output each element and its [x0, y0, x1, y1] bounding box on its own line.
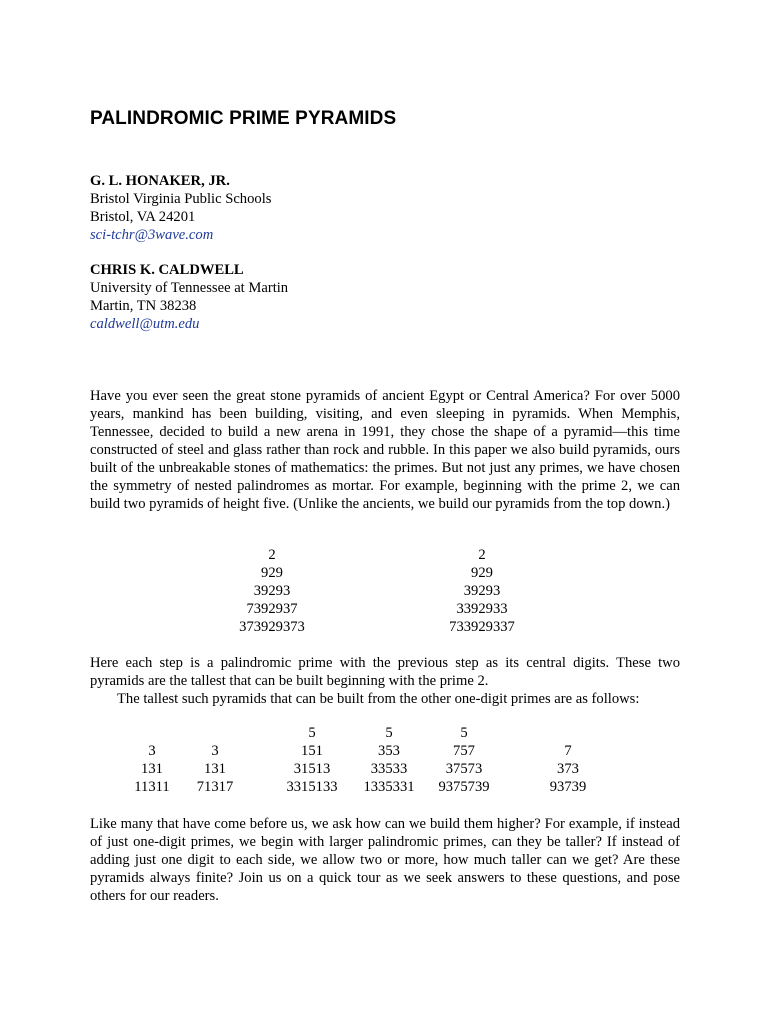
table-cell: 11311 [134, 779, 170, 795]
table-cell: 33533 [370, 761, 408, 777]
table-cell: 71317 [196, 779, 234, 795]
table-cell: 1335331 [363, 779, 415, 795]
paragraph-questions: Like many that have come before us, we ask how can we build them higher? For example, if instead of just one-digit primes, we begin with larger palindromic primes, can they be taller? If instead of adding just one digit to each side, we allow two or more, how much taller can we get? Are these pyramids always finite? Join us on a quick tour as we seek answers to these questions, and pose others for our readers. [90, 816, 680, 904]
pyramid-step: 39293 [463, 583, 501, 599]
paragraph-step-description: Here each step is a palindromic prime with the previous step as its central digits. These two pyramids are the tallest that can be built beginning with the prime 2. [90, 655, 680, 689]
pyramid-step: 7392937 [246, 601, 298, 617]
table-cell: 7 [564, 743, 572, 759]
table-cell: 151 [301, 743, 323, 759]
document-page [90, 0, 680, 1024]
table-cell: 93739 [549, 779, 587, 795]
paper-title: PALINDROMIC PRIME PYRAMIDS [90, 108, 397, 129]
pyramid-step: 3392933 [456, 601, 508, 617]
paragraph-intro: Have you ever seen the great stone pyramids of ancient Egypt or Central America? For over 5000 years, mankind has been building, visiting, and even sleeping in pyramids. When Memphis, Tennessee, decided to build a new arena in 1991, they chose the shape of a pyramid—this time constructed of steel and glass rather than rock and rubble. In this paper we also build pyramids, ours built of the unbreakable stones of mathematics: the primes. But not just any primes, we have chosen the symmetry of nested palindromes as mortar. For example, beginning with the prime 2, we can build two pyramids of height five. (Unlike the ancients, we build our pyramids from the top down.) [90, 388, 680, 512]
paragraph-other-primes: The tallest such pyramids that can be built from the other one-digit primes are as follows: [117, 691, 640, 707]
table-cell: 9375739 [438, 779, 490, 795]
table-cell: 3 [211, 743, 219, 759]
table-cell: 5 [385, 725, 393, 741]
table-cell: 131 [204, 761, 226, 777]
author-affiliation: University of Tennessee at Martin [90, 280, 289, 296]
table-cell: 31513 [293, 761, 331, 777]
table-cell: 5 [308, 725, 316, 741]
author-block-caldwell [90, 261, 490, 333]
pyramid-right [422, 546, 542, 636]
table-cell: 353 [378, 743, 400, 759]
author-email[interactable]: sci-tchr@3wave.com [90, 227, 214, 243]
table-cell: 3315133 [286, 779, 338, 795]
pyramid-step: 2 [268, 547, 276, 563]
author-address: Martin, TN 38238 [90, 298, 197, 314]
pyramid-step: 2 [478, 547, 486, 563]
table-cell: 37573 [445, 761, 483, 777]
table-cell: 131 [141, 761, 163, 777]
table-row [90, 760, 680, 778]
author-email[interactable]: caldwell@utm.edu [90, 316, 200, 332]
table-cell: 5 [460, 725, 468, 741]
pyramid-step: 39293 [253, 583, 291, 599]
pyramid-step: 929 [261, 565, 283, 581]
author-affiliation: Bristol Virginia Public Schools [90, 191, 272, 207]
table-row [90, 724, 680, 742]
pyramid-step: 373929373 [239, 619, 305, 635]
author-address: Bristol, VA 24201 [90, 209, 196, 225]
pyramid-left [212, 546, 332, 636]
table-cell: 3 [148, 743, 156, 759]
author-name: CHRIS K. CALDWELL [90, 262, 244, 278]
table-cell: 757 [453, 743, 475, 759]
pyramid-step: 929 [471, 565, 493, 581]
author-name: G. L. HONAKER, JR. [90, 173, 230, 189]
table-cell: 373 [557, 761, 579, 777]
table-row [90, 742, 680, 760]
table-row [90, 778, 680, 796]
author-block-honaker [90, 172, 490, 244]
pyramid-step: 733929337 [449, 619, 515, 635]
